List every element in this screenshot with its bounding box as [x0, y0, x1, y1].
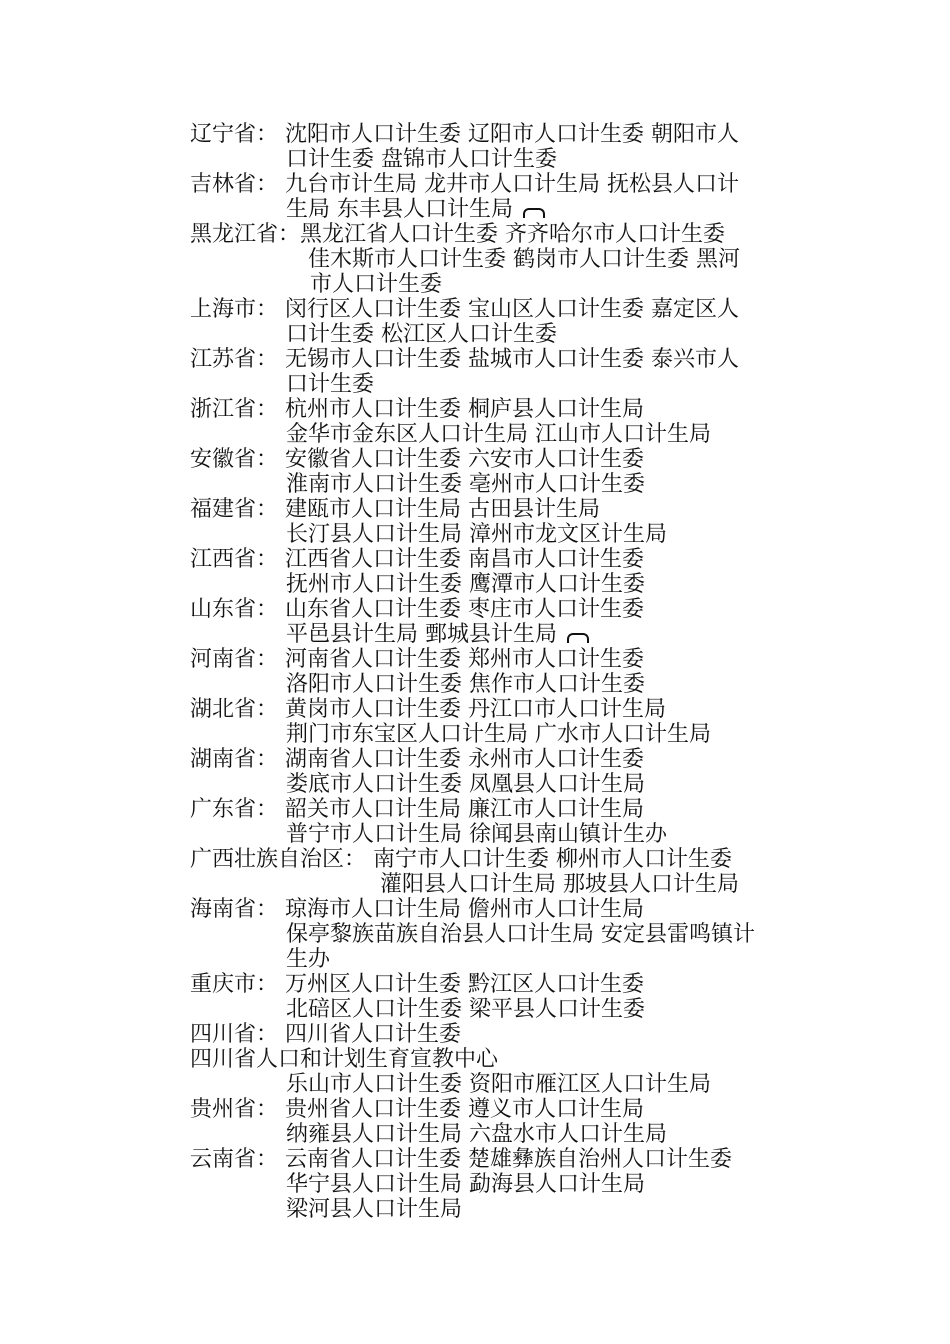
text-line — [190, 522, 820, 547]
text-line — [190, 272, 820, 297]
text-line — [190, 722, 820, 747]
text-line — [190, 547, 820, 572]
text-line — [190, 197, 820, 222]
line-text: 抚州市人口计生委 鹰潭市人口计生委 — [286, 572, 645, 597]
line-text: 海南省： 琼海市人口计生局 儋州市人口计生局 — [190, 897, 644, 922]
line-text: 黑龙江省：黑龙江省人口计生委 齐齐哈尔市人口计生委 — [190, 222, 725, 247]
text-line — [190, 947, 820, 972]
line-text: 灌阳县人口计生局 那坡县人口计生局 — [380, 872, 739, 897]
line-text: 口计生委 盘锦市人口计生委 — [286, 147, 557, 172]
text-line — [190, 797, 820, 822]
line-text: 生局 东丰县人口计生局 — [286, 197, 513, 222]
line-text: 河南省： 河南省人口计生委 郑州市人口计生委 — [190, 647, 644, 672]
line-text: 荆门市东宝区人口计生局 广水市人口计生局 — [286, 722, 711, 747]
line-text: 长汀县人口计生局 漳州市龙文区计生局 — [286, 522, 667, 547]
line-text: 湖南省： 湖南省人口计生委 永州市人口计生委 — [190, 747, 644, 772]
text-line — [190, 972, 820, 997]
text-line — [190, 847, 820, 872]
text-line — [190, 747, 820, 772]
line-text: 贵州省： 贵州省人口计生委 遵义市人口计生局 — [190, 1097, 644, 1122]
text-line — [190, 1172, 820, 1197]
text-line — [190, 497, 820, 522]
text-line — [190, 822, 820, 847]
text-line — [190, 297, 820, 322]
line-text: 普宁市人口计生局 徐闻县南山镇计生办 — [286, 822, 667, 847]
line-text: 保亭黎族苗族自治县人口计生局 安定县雷鸣镇计 — [286, 922, 755, 947]
line-text: 北碚区人口计生委 梁平县人口计生委 — [286, 997, 645, 1022]
text-line — [190, 1097, 820, 1122]
bracket-mark-icon — [523, 208, 545, 218]
line-text: 重庆市： 万州区人口计生委 黔江区人口计生委 — [190, 972, 644, 997]
text-line — [190, 1072, 820, 1097]
line-text: 口计生委 松江区人口计生委 — [286, 322, 557, 347]
text-line — [190, 1022, 820, 1047]
text-line — [190, 322, 820, 347]
text-line — [190, 597, 820, 622]
text-line — [190, 222, 820, 247]
line-text: 广西壮族自治区： 南宁市人口计生委 柳州市人口计生委 — [190, 847, 732, 872]
text-line — [190, 422, 820, 447]
text-line — [190, 647, 820, 672]
line-text: 四川省人口和计划生育宣教中心 — [190, 1047, 499, 1072]
text-line — [190, 922, 820, 947]
line-text: 洛阳市人口计生委 焦作市人口计生委 — [286, 672, 645, 697]
text-line — [190, 772, 820, 797]
text-line — [190, 1197, 820, 1222]
line-text: 吉林省： 九台市计生局 龙井市人口计生局 抚松县人口计 — [190, 172, 739, 197]
line-text: 淮南市人口计生委 亳州市人口计生委 — [286, 472, 645, 497]
line-text: 乐山市人口计生委 资阳市雁江区人口计生局 — [286, 1072, 711, 1097]
text-line — [190, 1047, 820, 1072]
line-text: 山东省： 山东省人口计生委 枣庄市人口计生委 — [190, 597, 644, 622]
line-text: 梁河县人口计生局 — [286, 1197, 463, 1222]
line-text: 安徽省： 安徽省人口计生委 六安市人口计生委 — [190, 447, 644, 472]
line-text: 广东省： 韶关市人口计生局 廉江市人口计生局 — [190, 797, 644, 822]
text-line — [190, 347, 820, 372]
line-text: 生办 — [286, 947, 331, 972]
line-text: 福建省： 建瓯市人口计生局 古田县计生局 — [190, 497, 600, 522]
line-text: 江苏省： 无锡市人口计生委 盐城市人口计生委 泰兴市人 — [190, 347, 739, 372]
text-line — [190, 372, 820, 397]
line-text: 纳雍县人口计生局 六盘水市人口计生局 — [286, 1122, 667, 1147]
text-line — [190, 147, 820, 172]
line-text: 江西省： 江西省人口计生委 南昌市人口计生委 — [190, 547, 644, 572]
text-line — [190, 572, 820, 597]
text-line — [190, 622, 820, 647]
text-line — [190, 872, 820, 897]
line-text: 湖北省： 黄岗市人口计生委 丹江口市人口计生局 — [190, 697, 666, 722]
text-line — [190, 472, 820, 497]
text-line — [190, 247, 820, 272]
document-body — [190, 122, 820, 1222]
text-line — [190, 672, 820, 697]
text-line — [190, 897, 820, 922]
line-text: 浙江省： 杭州市人口计生委 桐庐县人口计生局 — [190, 397, 644, 422]
text-line — [190, 172, 820, 197]
text-line — [190, 397, 820, 422]
bracket-mark-icon — [567, 633, 589, 643]
text-line — [190, 697, 820, 722]
line-text: 佳木斯市人口计生委 鹤岗市人口计生委 黑河 — [308, 247, 740, 272]
line-text: 市人口计生委 — [310, 272, 443, 297]
line-text: 金华市金东区人口计生局 江山市人口计生局 — [286, 422, 711, 447]
line-text: 四川省： 四川省人口计生委 — [190, 1022, 461, 1047]
text-line — [190, 1122, 820, 1147]
line-text: 平邑县计生局 鄄城县计生局 — [286, 622, 557, 647]
line-text: 上海市： 闵行区人口计生委 宝山区人口计生委 嘉定区人 — [190, 297, 739, 322]
text-line — [190, 1147, 820, 1172]
line-text: 口计生委 — [286, 372, 375, 397]
line-text: 辽宁省： 沈阳市人口计生委 辽阳市人口计生委 朝阳市人 — [190, 122, 739, 147]
text-line — [190, 447, 820, 472]
line-text: 娄底市人口计生委 凤凰县人口计生局 — [286, 772, 645, 797]
text-line — [190, 122, 820, 147]
line-text: 云南省： 云南省人口计生委 楚雄彝族自治州人口计生委 — [190, 1147, 732, 1172]
line-text: 华宁县人口计生局 勐海县人口计生局 — [286, 1172, 645, 1197]
text-line — [190, 997, 820, 1022]
